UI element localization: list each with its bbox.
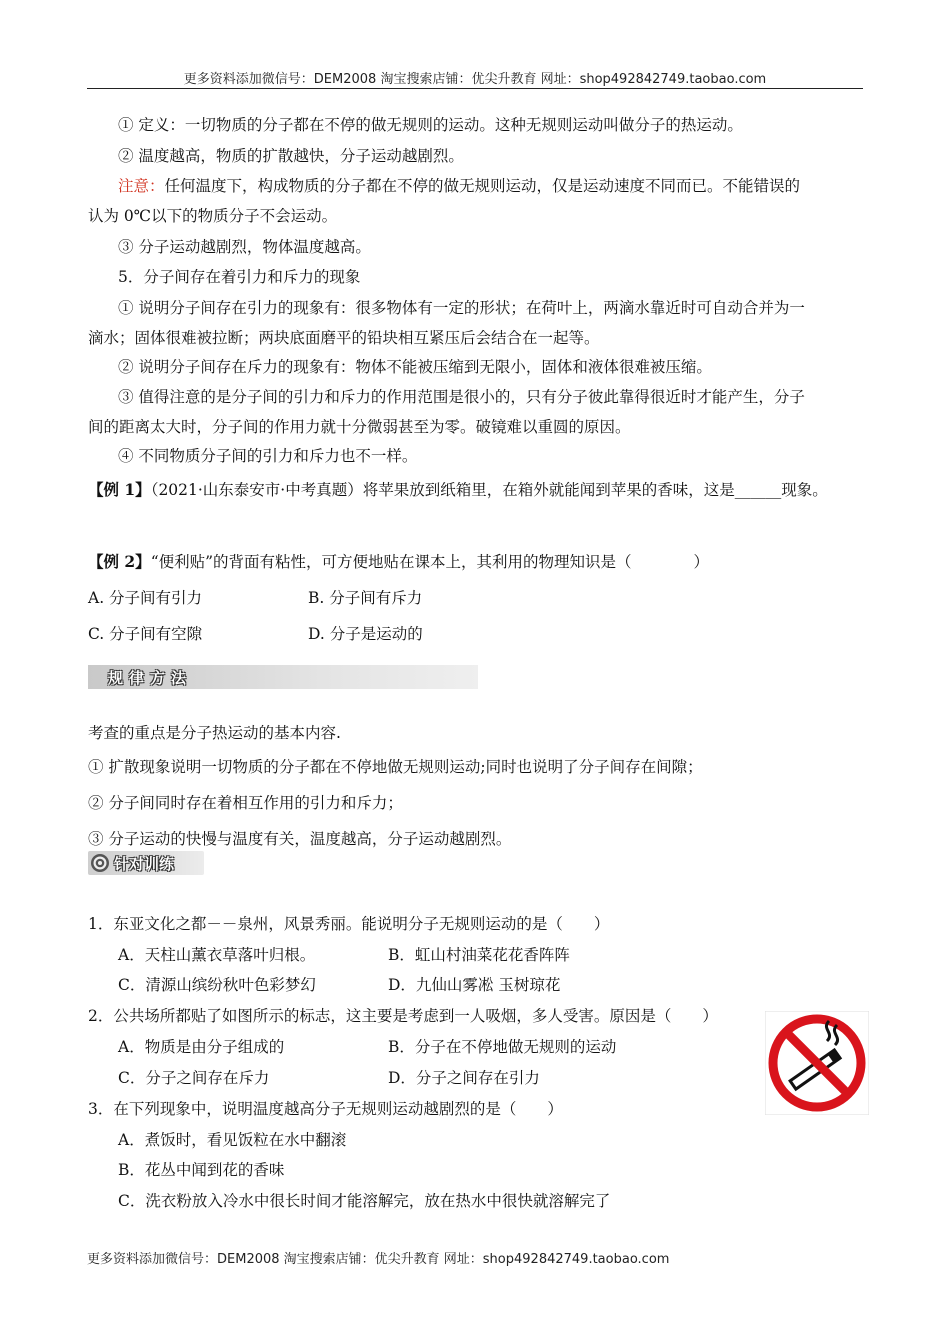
section-5-heading: 5．分子间存在着引力和斥力的现象 <box>118 268 361 286</box>
attraction-line: ① 说明分子间存在引力的现象有：很多物体有一定的形状；在荷叶上，两滴水靠近时可自动合并为一 <box>118 299 805 317</box>
header-divider <box>87 88 863 89</box>
method-point-1: ① 扩散现象说明一切物质的分子都在不停地做无规则运动;同时也说明了分子间存在间隙； <box>88 758 703 776</box>
example-1-text: （2021·山东泰安市·中考真题）将苹果放到纸箱里，在箱外就能闻到苹果的香味，这是 <box>150 481 735 499</box>
question-2: 2．公共场所都贴了如图所示的标志，这主要是考虑到一人吸烟，多人受害。原因是（ ） <box>88 1007 718 1025</box>
page-header: 更多资料添加微信号：DEM2008 淘宝搜索店铺：优尖升教育 网址：shop492842749.taobao.com <box>183 72 767 87</box>
example-2-option-a: A. 分子间有引力 <box>88 589 203 607</box>
question-2-option-a: A．物质是由分子组成的 <box>118 1038 285 1056</box>
motion-line: ③ 分子运动越剧烈，物体温度越高。 <box>118 238 371 256</box>
question-3-option-b: B．花丛中闻到花的香味 <box>118 1161 285 1179</box>
method-title: 规律方法 <box>108 669 193 687</box>
temperature-line: ② 温度越高，物质的扩散越快，分子运动越剧烈。 <box>118 147 464 165</box>
question-1: 1．东亚文化之都－－泉州，风景秀丽。能说明分子无规则运动的是（ ） <box>88 915 610 933</box>
example-2-option-d: D. 分子是运动的 <box>308 625 423 643</box>
example-2 <box>88 552 709 572</box>
note-line <box>118 176 800 196</box>
example-2-label: 【例 2】 <box>88 552 151 571</box>
question-3: 3．在下列现象中，说明温度越高分子无规则运动越剧烈的是（ ） <box>88 1100 563 1118</box>
method-point-3: ③ 分子运动的快慢与温度有关，温度越高，分子运动越剧烈。 <box>88 830 512 848</box>
note-line-cont: 认为 0℃以下的物质分子不会运动。 <box>88 207 338 225</box>
example-1-label: 【例 1】 <box>88 480 151 499</box>
question-2-option-b: B．分子在不停地做无规则的运动 <box>388 1038 617 1056</box>
example-2-option-c: C. 分子间有空隙 <box>88 625 203 643</box>
example-2-text: “便利贴”的背面有粘性，可方便地贴在课本上，其利用的物理知识是（ ） <box>150 553 710 571</box>
page-footer: 更多资料添加微信号：DEM2008 淘宝搜索店铺：优尖升教育 网址：shop492842749.taobao.com <box>87 1252 670 1267</box>
question-1-option-a: A．天柱山薰衣草落叶归根。 <box>118 946 316 964</box>
question-3-option-a: A．煮饭时，看见饭粒在水中翻滚 <box>118 1131 347 1149</box>
range-line-cont: 间的距离太大时，分子间的作用力就十分微弱甚至为零。破镜难以重圆的原因。 <box>88 418 631 436</box>
method-intro: 考查的重点是分子热运动的基本内容. <box>88 724 341 742</box>
attraction-line-cont: 滴水；固体很难被拉断；两块底面磨平的铅块相互紧压后会结合在一起等。 <box>88 329 600 347</box>
question-1-option-b: B．虹山村油菜花花香阵阵 <box>388 946 570 964</box>
target-icon <box>90 853 110 873</box>
no-smoking-sign <box>765 1011 869 1115</box>
range-line: ③ 值得注意的是分子间的引力和斥力的作用范围是很小的，只有分子彼此靠得很近时才能产生，分子 <box>118 388 805 406</box>
question-2-option-d: D．分子之间存在引力 <box>388 1069 540 1087</box>
question-3-option-c: C．洗衣粉放入冷水中很长时间才能溶解完，放在热水中很快就溶解完了 <box>118 1192 611 1210</box>
method-point-2: ② 分子间同时存在着相互作用的引力和斥力； <box>88 794 403 812</box>
example-1-blank: ______ <box>734 481 782 499</box>
example-1-tail: 现象。 <box>781 481 828 499</box>
note-text: 任何温度下，构成物质的分子都在不停的做无规则运动，仅是运动速度不同而已。不能错误的 <box>164 177 801 195</box>
example-1 <box>88 480 828 500</box>
training-title: 针对训练 <box>114 855 175 873</box>
definition-line: ① 定义：一切物质的分子都在不停的做无规则的运动。这种无规则运动叫做分子的热运动。 <box>118 116 743 134</box>
note-label: 注意： <box>118 177 165 195</box>
question-1-option-c: C．清源山缤纷秋叶色彩梦幻 <box>118 976 316 994</box>
difference-line: ④ 不同物质分子间的引力和斥力也不一样。 <box>118 447 418 465</box>
question-1-option-d: D．九仙山雾凇 玉树琼花 <box>388 976 561 994</box>
example-2-option-b: B. 分子间有斥力 <box>308 589 423 607</box>
question-2-option-c: C．分子之间存在斥力 <box>118 1069 270 1087</box>
repulsion-line: ② 说明分子间存在斥力的现象有：物体不能被压缩到无限小，固体和液体很难被压缩。 <box>118 358 712 376</box>
